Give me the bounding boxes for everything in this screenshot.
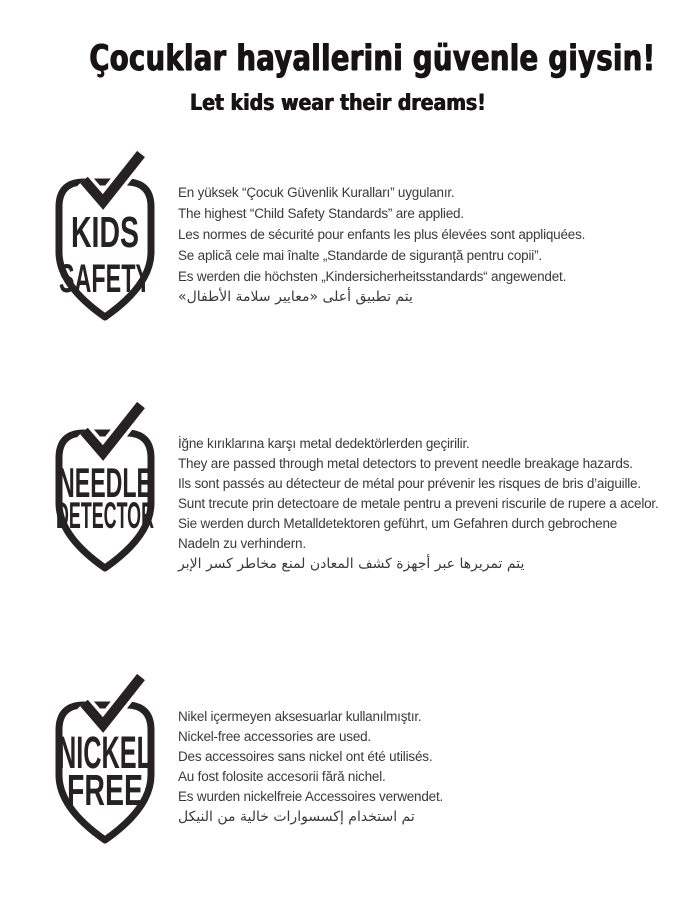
translation-line: Es werden die höchsten „Kindersicherheitsstandards“ angewendet. bbox=[178, 269, 567, 284]
badge-word-bottom: SAFETY bbox=[59, 257, 152, 301]
translation-line: Nickel-free accessories are used. bbox=[178, 729, 371, 744]
translation-line: İğne kırıklarına karşı metal dedektörlerden geçirilir. bbox=[178, 436, 470, 451]
translation-line: Nikel içermeyen aksesuarlar kullanılmıştır. bbox=[178, 709, 422, 724]
translation-line: Se aplică cele mai înalte „Standarde de siguranță pentru copii”. bbox=[178, 248, 542, 263]
needle-detector-text-block bbox=[178, 434, 659, 574]
kids-safety-text-block bbox=[178, 182, 585, 308]
page-title-text: Çocuklar hayallerini güvenle giysin! bbox=[89, 38, 656, 79]
nickel-free-badge bbox=[50, 672, 160, 850]
translation-line-arabic: يتم تمريرها عبر أجهزة كشف المعادن لمنع مخاطر كسر الإبر bbox=[178, 556, 525, 572]
translation-line: Au fost folosite accesorii fără nichel. bbox=[178, 769, 386, 784]
page-subtitle-text: Let kids wear their dreams! bbox=[189, 91, 486, 116]
translation-line: Ils sont passés au détecteur de métal pour prévenir les risques de bris d’aiguille. bbox=[178, 476, 641, 491]
translation-line: They are passed through metal detectors to prevent needle breakage hazards. bbox=[178, 456, 633, 471]
needle-detector-badge bbox=[50, 400, 160, 578]
translation-line-arabic: تم استخدام إكسسوارات خالية من النيكل bbox=[178, 809, 415, 825]
translation-line: Les normes de sécurité pour enfants les plus élevées sont appliquées. bbox=[178, 227, 586, 242]
badge-word-top: NEEDLE bbox=[58, 459, 152, 506]
translation-line: Es wurden nickelfreie Accessoires verwendet. bbox=[178, 789, 444, 804]
page-subtitle bbox=[0, 91, 675, 116]
translation-line: Nadeln zu verhindern. bbox=[178, 536, 306, 551]
translation-line: Sunt trecute prin detectoare de metale pentru a preveni riscurile de rupere a acelor. bbox=[178, 496, 659, 511]
translation-line: The highest “Child Safety Standards” are applied. bbox=[178, 206, 464, 221]
page-title bbox=[0, 38, 675, 79]
badge-word-top: NICKEL bbox=[58, 727, 152, 778]
translation-line: En yüksek “Çocuk Güvenlik Kuralları” uygulanır. bbox=[178, 185, 455, 200]
translation-line-arabic: يتم تطبيق أعلى «معايير سلامة الأطفال» bbox=[178, 289, 413, 305]
translation-line: Sie werden durch Metalldetektoren geführt, um Gefahren durch gebrochene bbox=[178, 516, 618, 531]
badge-word-top: KIDS bbox=[71, 208, 139, 257]
nickel-free-text-block bbox=[178, 707, 443, 827]
kids-safety-badge bbox=[50, 149, 160, 327]
badge-word-bottom: DETECTOR bbox=[56, 495, 154, 536]
translation-line: Des accessoires sans nickel ont été utilisés. bbox=[178, 749, 433, 764]
badge-word-bottom: FREE bbox=[67, 766, 143, 815]
